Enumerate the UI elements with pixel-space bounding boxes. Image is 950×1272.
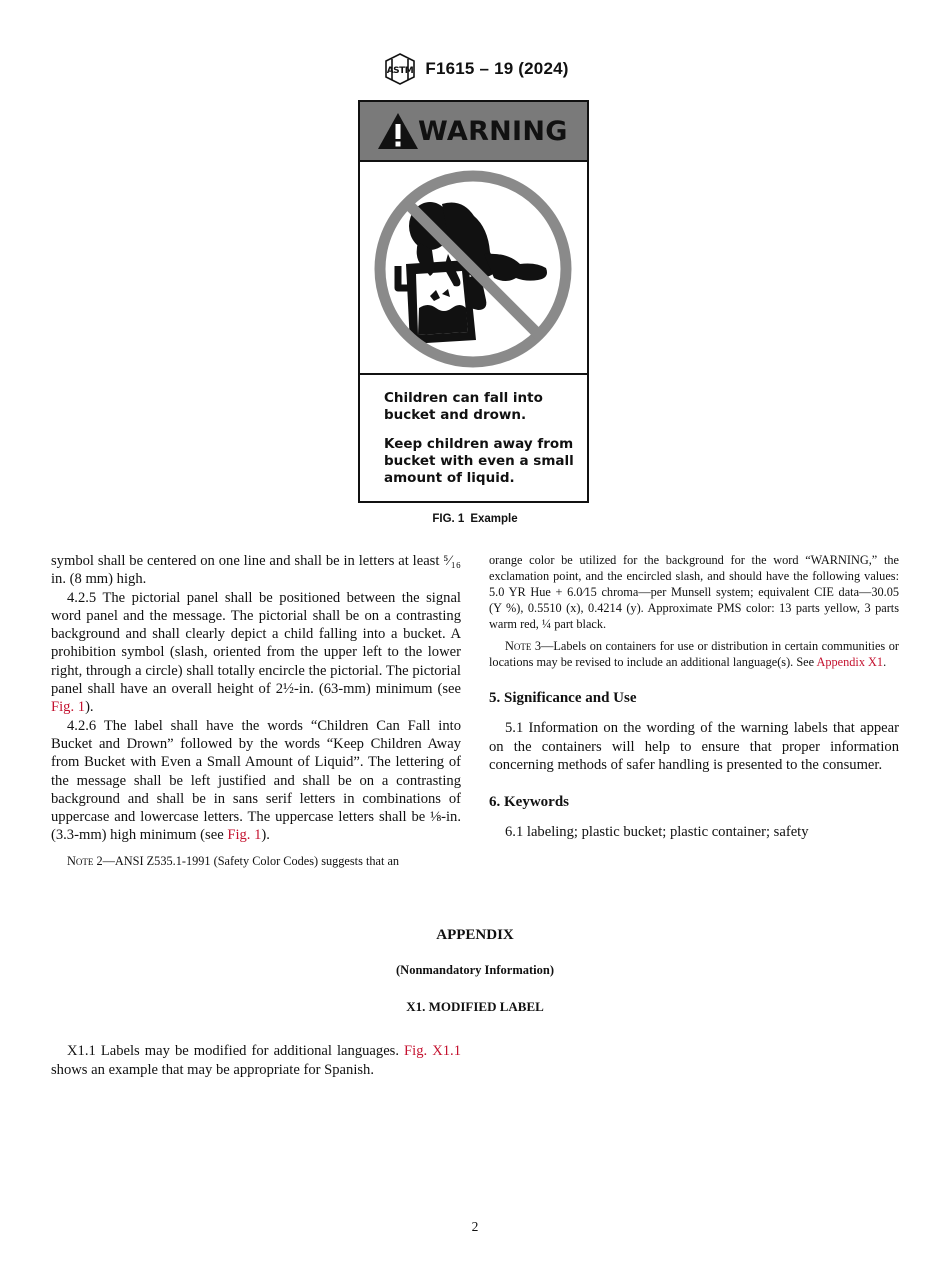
figure-caption-text: Example — [470, 513, 518, 525]
logo-text: ASTM — [387, 66, 414, 76]
paragraph-4-2-4-cont: symbol shall be centered on one line and shall be in letters at least ⁵⁄₁₆ in. (8 mm) high. — [51, 553, 461, 588]
appendix-title: APPENDIX — [436, 927, 514, 943]
document-designation: F1615 – 19 (2024) — [425, 59, 569, 78]
right-column — [489, 552, 899, 842]
note-2-continued: orange color be utilized for the background for the word “WARNING,” the exclamation point, and the encircled slash, and should have the following values: 5.0 YR Hue + 6.0⁄15 chroma—per Munsell system; equivalent CIE data—30.05 (Y %), 0.5510 (x), 0.4214 (y). Approximate PMS color: 13 parts yellow, 3 parts warm red, ¼ part black. — [489, 553, 899, 631]
note-3 — [489, 638, 899, 670]
note-2-label: Note 2 — [67, 853, 103, 868]
paragraph-text: 4.2.5 The pictorial panel shall be positioned between the signal word panel and the message. The pictorial shall be on a contrasting background and shall clearly depict a child falling into a bucket. A prohibition symbol (slash, oriented from the upper left to the lower right, through a circle) shall totally encircle the pictorial. The pictorial panel shall have an overall height of 2½-in. (63-mm) minimum (see — [51, 589, 461, 698]
child-in-bucket-pictogram — [370, 168, 576, 372]
note-2 — [51, 853, 461, 869]
appendix-x1-link[interactable]: Appendix X1 — [816, 655, 884, 669]
appendix-section-heading: X1. MODIFIED LABEL — [406, 999, 544, 1014]
left-column — [51, 552, 461, 869]
paragraph-4-2-6 — [51, 717, 461, 845]
warning-label-figure — [358, 100, 589, 503]
fig-1-link[interactable]: Fig. 1 — [227, 827, 262, 844]
paragraph-5-1: 5.1 Information on the wording of the warning labels that appear on the containers will help to ensure that proper information concerning methods of safer handling is presented to the consumer. — [489, 720, 899, 773]
paragraph-6-1: 6.1 labeling; plastic bucket; plastic container; safety — [505, 824, 809, 841]
note-2-text: —ANSI Z535.1-1991 (Safety Color Codes) suggests that an — [102, 853, 400, 868]
page-number: 2 — [471, 1219, 479, 1234]
warning-triangle-icon — [376, 111, 420, 151]
page-header — [0, 52, 950, 86]
appendix-subtitle: (Nonmandatory Information) — [396, 963, 554, 977]
paragraph-text: 4.2.6 The label shall have the words “Children Can Fall into Bucket and Drown” followed by the words “Keep Children Away from Bucket with Even a Small Amount of Liquid”. The lettering of the message shall be left justified and shall be on a contrasting background and shall be in sans serif letters in combinations of uppercase and lowercase letters. The uppercase letters shall be ⅛-in. (3.3-mm) high minimum (see — [51, 717, 461, 844]
fig-x1-1-link[interactable]: Fig. X1.1 — [404, 1043, 461, 1059]
section-6-heading: 6. Keywords — [489, 794, 569, 811]
paragraph-text: ). — [85, 699, 94, 716]
signal-word-panel — [360, 102, 587, 162]
paragraph-4-2-5 — [51, 589, 461, 717]
pictorial-panel — [360, 162, 587, 375]
fig-1-link[interactable]: Fig. 1 — [51, 699, 86, 716]
note-3-label: Note 3 — [505, 639, 542, 653]
message-line-2: Keep children away from bucket with even a small amount of liquid. — [384, 436, 574, 486]
figure-caption-label: FIG. 1 — [432, 513, 465, 525]
note-3-text: . — [883, 655, 887, 669]
paragraph-text: X1.1 Labels may be modified for additional languages. — [67, 1043, 405, 1059]
message-panel — [384, 390, 584, 499]
paragraph-text: ). — [261, 827, 270, 844]
paragraph-x1-1 — [51, 1042, 461, 1080]
message-line-1: Children can fall into bucket and drown. — [384, 390, 543, 423]
signal-word: WARNING — [418, 115, 568, 147]
figure-caption — [0, 513, 950, 525]
astm-logo-icon — [381, 52, 419, 86]
paragraph-text: shows an example that may be appropriate for Spanish. — [51, 1062, 375, 1078]
note-3-text: —Labels on containers for use or distribution in certain communities or locations may be revised to include an additional language(s). See — [489, 639, 899, 669]
section-5-heading: 5. Significance and Use — [489, 690, 637, 706]
